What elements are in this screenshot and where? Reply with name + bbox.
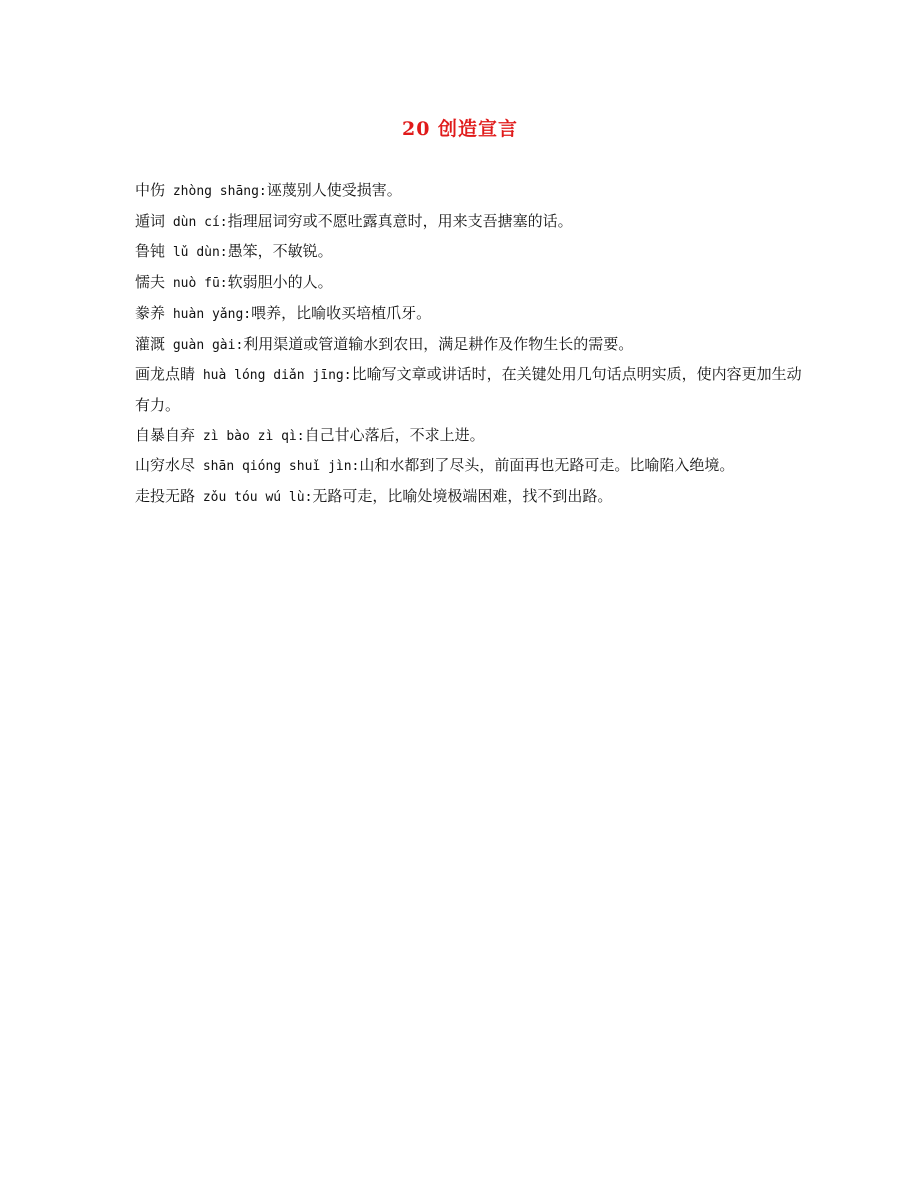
entry-pinyin: huà lóng diǎn jīng:	[195, 368, 352, 384]
entry-pinyin: zǒu tóu wú lù:	[195, 490, 313, 506]
page-title: 20 创造宣言	[401, 118, 519, 140]
list-item	[135, 207, 805, 238]
entry-pinyin: shān qióng shuǐ jìn:	[195, 459, 360, 475]
list-item	[135, 330, 805, 361]
entry-word: 山穷水尽	[135, 456, 196, 475]
entry-pinyin: huàn yǎng:	[165, 306, 252, 322]
entry-pinyin: nuò fū:	[165, 276, 228, 292]
entry-definition: 利用渠道或管道输水到农田，满足耕作及作物生长的需要。	[243, 334, 634, 353]
entry-definition: 软弱胆小的人。	[227, 273, 333, 292]
list-item	[135, 237, 805, 268]
entry-word: 鲁钝	[135, 242, 166, 261]
list-item	[135, 299, 805, 330]
entry-definition: 诬蔑别人使受损害。	[266, 181, 402, 199]
entry-word: 画龙点睛	[135, 365, 196, 384]
list-item	[135, 176, 805, 207]
entry-definition: 愚笨，不敏锐。	[227, 242, 333, 261]
entry-word: 走投无路	[135, 487, 196, 506]
entry-pinyin: guàn gài:	[165, 337, 244, 353]
entry-pinyin: lǔ dùn:	[165, 245, 228, 261]
list-item	[135, 360, 805, 420]
entry-definition: 山和水都到了尽头，前面再也无路可走。比喻陷入绝境。	[359, 456, 735, 475]
entry-definition: 喂养，比喻收买培植爪牙。	[251, 303, 432, 322]
vocabulary-list	[135, 176, 805, 513]
list-item	[135, 482, 805, 513]
list-item	[135, 421, 805, 452]
entry-word: 灌溉	[135, 334, 166, 353]
list-item	[135, 268, 805, 299]
entry-definition: 自己甘心落后，不求上进。	[304, 425, 485, 444]
entry-word: 懦夫	[135, 273, 166, 292]
entry-pinyin: dùn cí:	[165, 214, 228, 230]
entry-pinyin: zhòng shāng:	[165, 184, 267, 199]
entry-pinyin: zì bào zì qì:	[195, 428, 305, 444]
entry-word: 豢养	[135, 303, 166, 322]
entry-word: 自暴自弃	[135, 425, 196, 444]
entry-word: 遁词	[135, 211, 166, 230]
entry-definition: 比喻写文章或讲话时，在关键处用几句话点明实质，使内容更加生动有力。	[135, 365, 802, 414]
entry-word: 中伤	[135, 181, 166, 199]
list-item	[135, 451, 805, 482]
entry-definition: 无路可走，比喻处境极端困难，找不到出路。	[312, 487, 613, 506]
entry-definition: 指理屈词穷或不愿吐露真意时，用来支吾搪塞的话。	[227, 211, 573, 230]
